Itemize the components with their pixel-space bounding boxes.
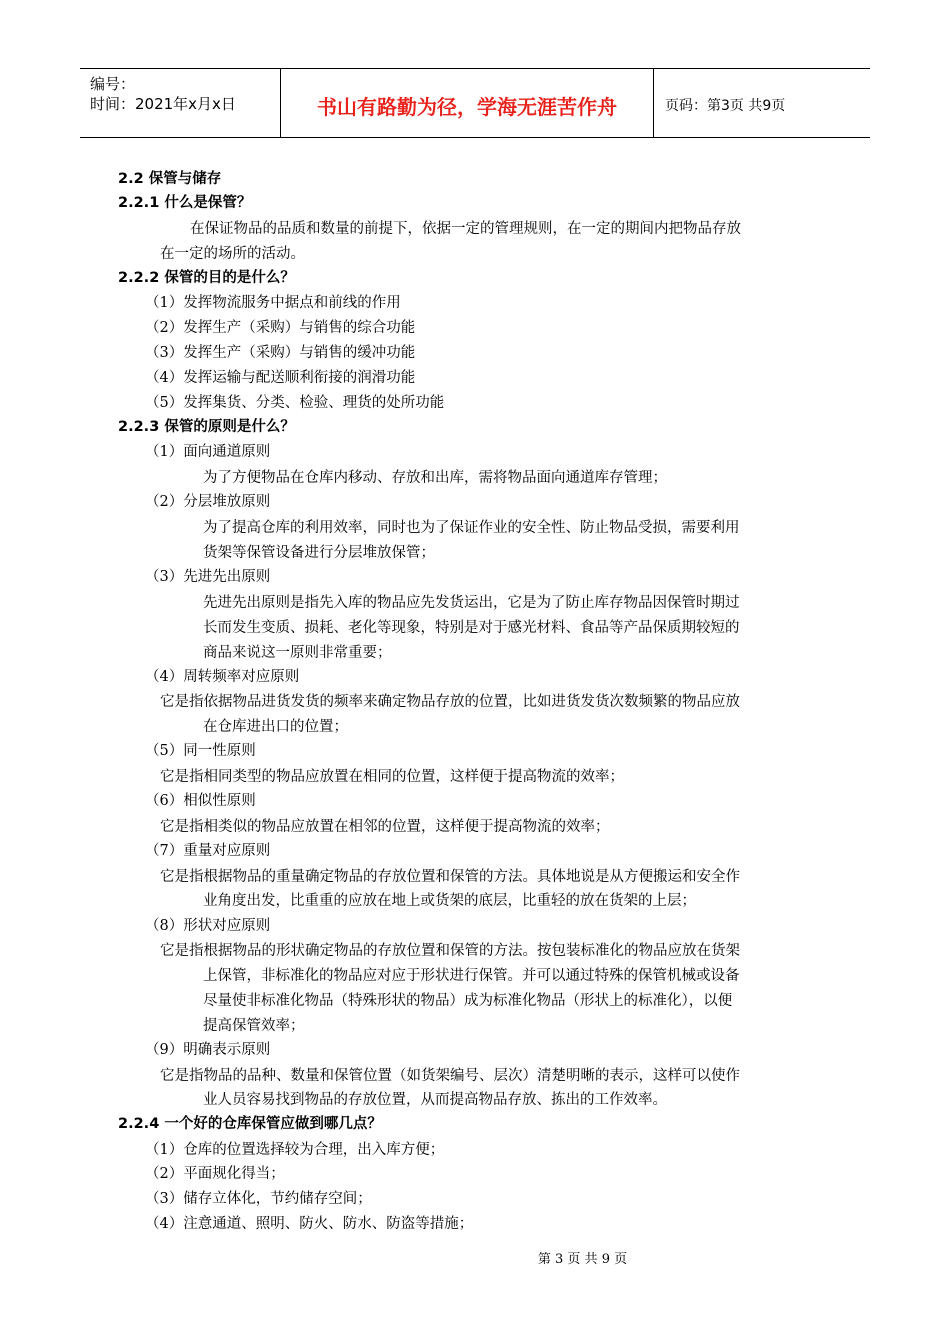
list-item: （1）仓库的位置选择较为合理，出入库方便； <box>145 1142 445 1158</box>
paragraph-line: 它是指依据物品进货发货的频率来确定物品存放的位置，比如进货发货次数频繁的物品应放 <box>160 694 740 710</box>
header-page-cell <box>655 69 870 137</box>
list-item: （3）发挥生产（采购）与销售的缓冲功能 <box>145 345 416 361</box>
header-motto: 书山有路勤为径，学海无涯苦作舟 <box>317 95 617 119</box>
paragraph-line: 在保证物品的品质和数量的前提下，依据一定的管理规则，在一定的期间内把物品存放 <box>190 221 741 237</box>
principle-title: （9）明确表示原则 <box>145 1042 271 1058</box>
subsection-heading-2-2-2: 2.2.2 保管的目的是什么？ <box>118 270 295 286</box>
principle-title: （2）分层堆放原则 <box>145 494 271 510</box>
list-item: （3）储存立体化，节约储存空间； <box>145 1191 372 1207</box>
list-item: （4）注意通道、照明、防火、防水、防盗等措施； <box>145 1216 474 1232</box>
paragraph-line: 它是指相同类型的物品应放置在相同的位置，这样便于提高物流的效率； <box>160 769 624 785</box>
footer-page-number: 第 3 页 共 9 页 <box>537 1252 628 1267</box>
paragraph-line: 为了方便物品在仓库内移动、存放和出库，需将物品面向通道库存管理； <box>203 470 667 486</box>
principle-title: （3）先进先出原则 <box>145 569 271 585</box>
paragraph-line: 尽量使非标准化物品（特殊形状的物品）成为标准化物品（形状上的标准化），以便 <box>203 993 733 1009</box>
principle-title: （5）同一性原则 <box>145 743 256 759</box>
paragraph-line: 上保管，非标准化的物品应对应于形状进行保管。并可以通过特殊的保管机械或设备 <box>203 968 740 984</box>
list-item: （2）平面规化得当； <box>145 1166 285 1182</box>
paragraph-line: 在一定的场所的活动。 <box>160 246 305 262</box>
paragraph-line: 商品来说这一原则非常重要； <box>203 645 392 661</box>
subsection-heading-2-2-1: 2.2.1 什么是保管？ <box>118 195 252 211</box>
document-date-label: 时间：2021年x月x日 <box>90 95 236 113</box>
principle-title: （8）形状对应原则 <box>145 918 271 934</box>
paragraph-line: 它是指物品的品种、数量和保管位置（如货架编号、层次）清楚明晰的表示，这样可以使作 <box>160 1068 740 1084</box>
principle-title: （1）面向通道原则 <box>145 444 271 460</box>
list-item: （4）发挥运输与配送顺利衔接的润滑功能 <box>145 370 416 386</box>
list-item: （1）发挥物流服务中据点和前线的作用 <box>145 295 401 311</box>
page-header <box>80 68 870 138</box>
principle-title: （6）相似性原则 <box>145 793 256 809</box>
list-item: （5）发挥集货、分类、检验、理货的处所功能 <box>145 395 445 411</box>
subsection-heading-2-2-3: 2.2.3 保管的原则是什么？ <box>118 419 295 435</box>
paragraph-line: 提高保管效率； <box>203 1018 305 1034</box>
principle-title: （4）周转频率对应原则 <box>145 669 300 685</box>
paragraph-line: 为了提高仓库的利用效率，同时也为了保证作业的安全性、防止物品受损，需要利用 <box>203 520 740 536</box>
principle-title: （7）重量对应原则 <box>145 843 271 859</box>
paragraph-line: 它是指根据物品的重量确定物品的存放位置和保管的方法。具体地说是从方便搬运和安全作 <box>160 869 740 885</box>
document-number-label: 编号： <box>90 75 136 93</box>
paragraph-line: 业人员容易找到物品的存放位置，从而提高物品存放、拣出的工作效率。 <box>203 1092 667 1108</box>
paragraph-line: 货架等保管设备进行分层堆放保管； <box>203 545 435 561</box>
section-heading-2-2: 2.2 保管与储存 <box>118 171 222 187</box>
paragraph-line: 在仓库进出口的位置； <box>203 719 348 735</box>
paragraph-line: 它是指相类似的物品应放置在相邻的位置，这样便于提高物流的效率； <box>160 819 610 835</box>
paragraph-line: 它是指根据物品的形状确定物品的存放位置和保管的方法。按包装标准化的物品应放在货架 <box>160 943 740 959</box>
paragraph-line: 先进先出原则是指先入库的物品应先发货运出，它是为了防止库存物品因保管时期过 <box>203 595 740 611</box>
header-page-number: 页码：第3页 共9页 <box>665 98 786 114</box>
subsection-heading-2-2-4: 2.2.4 一个好的仓库保管应做到哪几点？ <box>118 1116 382 1132</box>
list-item: （2）发挥生产（采购）与销售的综合功能 <box>145 320 416 336</box>
header-motto-cell <box>281 69 654 137</box>
page-footer <box>0 1248 950 1267</box>
paragraph-line: 业角度出发，比重重的应放在地上或货架的底层，比重轻的放在货架的上层； <box>203 893 696 909</box>
header-info-cell <box>80 69 281 137</box>
paragraph-line: 长而发生变质、损耗、老化等现象，特别是对于感光材料、食品等产品保质期较短的 <box>203 620 740 636</box>
